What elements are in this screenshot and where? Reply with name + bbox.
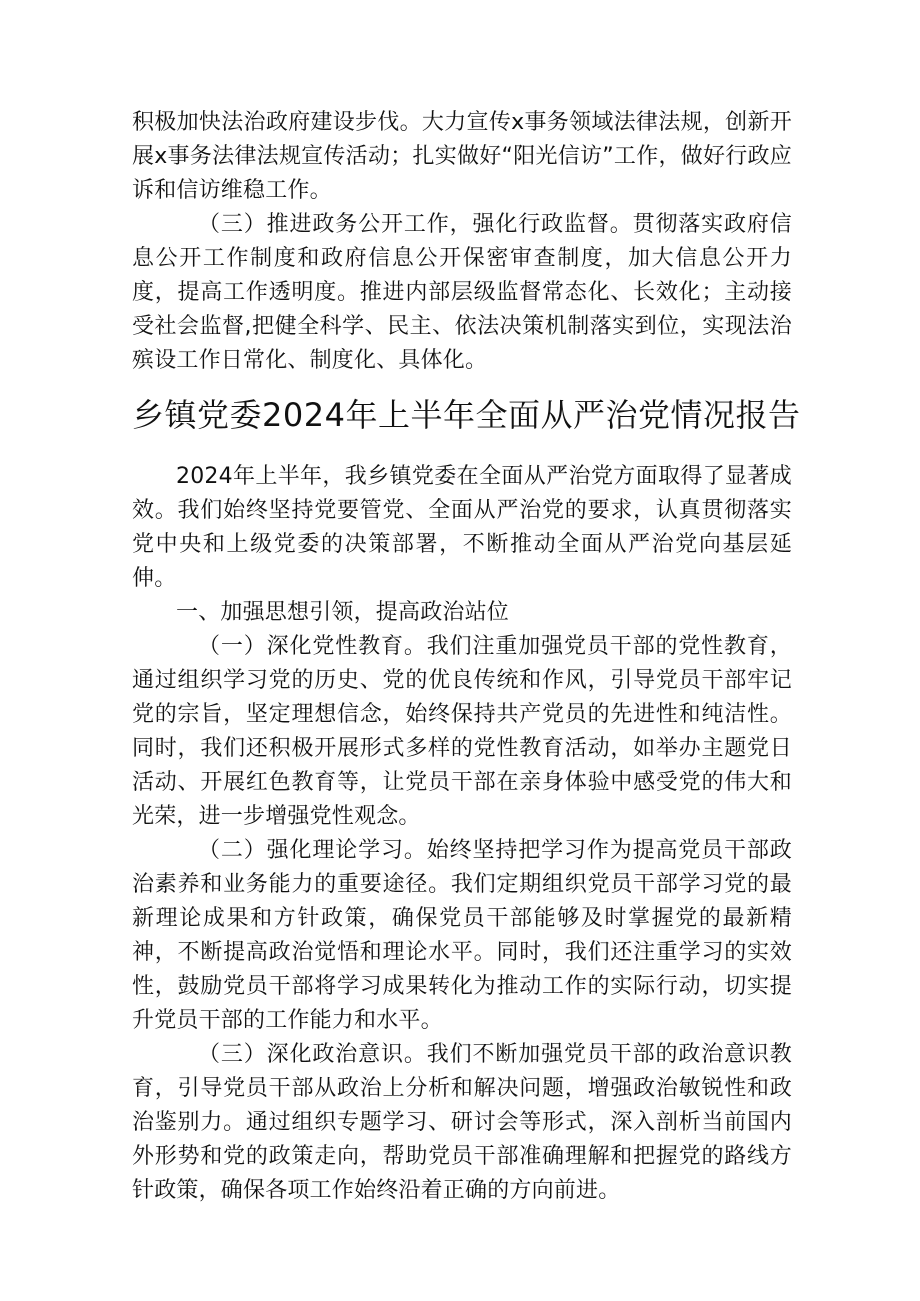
- report-title: 乡镇党委2024年上半年全面从严治党情况报告: [132, 396, 801, 434]
- previous-section-paragraph: 积极加快法治政府建设步伐。大力宣传x事务领域法律法规，创新开展x事务法律法规宣传活动；扎实做好“阳光信访”工作，做好行政应诉和信访维稳工作。: [132, 110, 792, 203]
- section-1-item-2: （二）强化理论学习。始终坚持把学习作为提高党员干部政治素养和业务能力的重要途径。我们定期组织党员干部学习党的最新理论成果和方针政策，确保党员干部能够及时掌握党的最新精神，不断提高政治觉悟和理论水平。同时，我们还注重学习的实效性，鼓励党员干部将学习成果转化为推动工作的实际行动，切实提升党员干部的工作能力和水平。: [132, 838, 792, 1033]
- report-intro: 2024年上半年，我乡镇党委在全面从严治党方面取得了显著成效。我们始终坚持党要管党、全面从严治党的要求，认真贯彻落实党中央和上级党委的决策部署，不断推动全面从严治党向基层延伸。: [132, 464, 792, 591]
- previous-section-item-3: （三）推进政务公开工作，强化行政监督。贯彻落实政府信息公开工作制度和政府信息公开保密审查制度，加大信息公开力度，提高工作透明度。推进内部层级监督常态化、长效化；主动接受社会监督,把健全科学、民主、依法决策机制落实到位，实现法治殡设工作日常化、制度化、具体化。: [132, 212, 792, 373]
- section-1-item-1: （一）深化党性教育。我们注重加强党员干部的党性教育，通过组织学习党的历史、党的优良传统和作风，引导党员干部牢记党的宗旨，坚定理想信念，始终保持共产党员的先进性和纯洁性。同时，我们还积极开展形式多样的党性教育活动，如举办主题党日活动、开展红色教育等，让党员干部在亲身体验中感受党的伟大和光荣，进一步增强党性观念。: [132, 634, 792, 829]
- previous-section-body: [132, 106, 792, 378]
- section-1-heading: 一、加强思想引领，提高政治站位: [176, 600, 510, 625]
- section-1-item-3: （三）深化政治意识。我们不断加强党员干部的政治意识教育，引导党员干部从政治上分析和解决问题，增强政治敏锐性和政治鉴别力。通过组织专题学习、研讨会等形式，深入剖析当前国内外形势和党的政策走向，帮助党员干部准确理解和把握党的路线方针政策，确保各项工作始终沿着正确的方向前进。: [132, 1042, 792, 1203]
- report-body: [132, 460, 792, 1208]
